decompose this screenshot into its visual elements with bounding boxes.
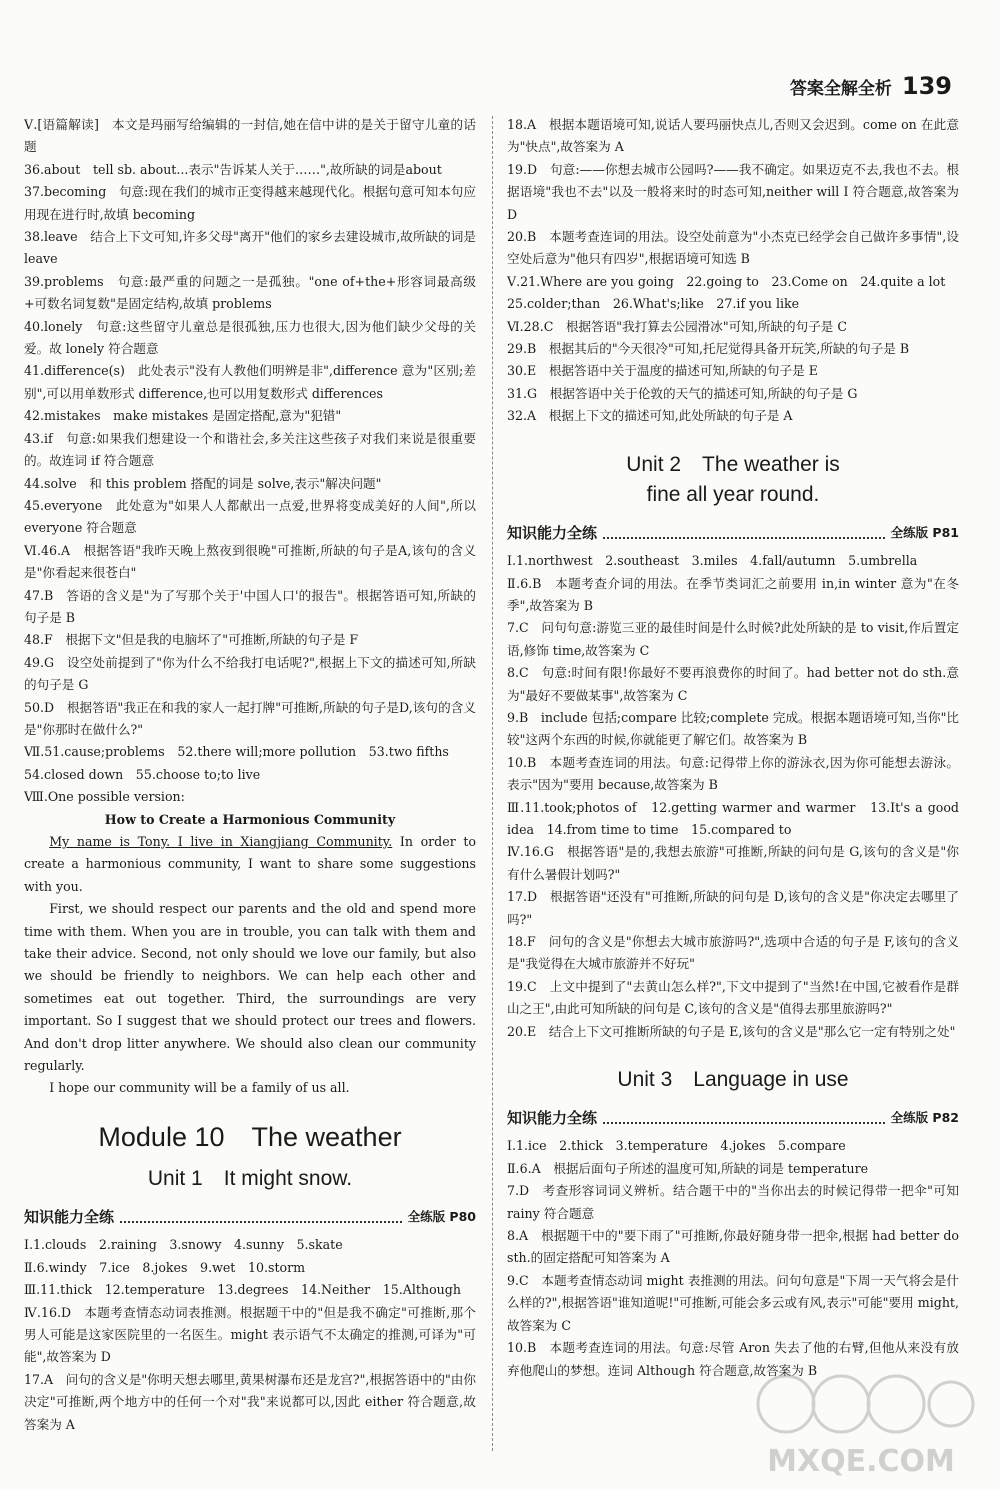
answer-item: 32.A 根据上下文的描述可知,此处所缺的句子是 A [507,408,793,424]
answer-item: Ⅵ.28.C 根据答语"我打算去公园滑冰"可知,所缺的句子是 C [507,318,848,334]
answer-item: 54.closed down 55.choose to;to live [24,766,261,782]
essay-title: How to Create a Harmonious Community [104,811,396,827]
answer-item: 43.if 句意:如果我们想建设一个和谐社会,多关注这些孩子对我们来说是很重要的。故连词 if 符合题意 [24,430,476,469]
section-bar [24,1206,476,1228]
answer-item: 39.problems 句意:最严重的问题之一是孤独。"one of+the+形容词最高级+可数名词复数"是固定结构,故填 problems [24,273,476,312]
answer-item: 37.becoming 句意:现在我们的城市正变得越来越现代化。根据句意可知本句应用现在进行时,故填 becoming [24,184,476,222]
essay-paragraph: First, we should respect our parents and the old and spend more time with them. When you are in trouble, you can talk with them and take their advice. Second, not only should we love our family, but also we should be friendly to neighbors. We can help each other and sometimes eat out together. Third, the surroundings are very important. So I suggest that we should protect our trees and flowers. And don't drop litter anywhere. We should also clean our community regularly. [24,901,476,1074]
answer-item: Ⅱ.6.windy 7.ice 8.jokes 9.wet 10.storm [24,1259,306,1275]
answer-item: Ⅱ.6.A 根据后面句子所述的温度可知,所缺的词是 temperature [507,1160,869,1176]
section-ref: 全练版 P82 [890,1110,959,1126]
answer-item: 18.F 问句的含义是"你想去大城市旅游吗?",选项中合适的句子是 F,该句的含义是"我觉得在大城市旅游并不好玩" [507,934,959,972]
answer-list-right-3 [507,1135,959,1381]
answer-list-right [507,114,959,428]
answer-item: 10.B 本题考查连词的用法。句意:记得带上你的游泳衣,因为你可能想去游泳。表示"因为"要用 because,故答案为 B [507,754,959,793]
answer-item: 25.colder;than 26.What's;like 27.if you like [507,296,800,312]
answer-item: 41.difference(s) 此处表示"没有人教他们明辨是非",difference 意为"区别;差别",可以用单数形式 difference,也可以用复数形式 differences [24,363,476,401]
answer-item: 9.C 本题考查情态动词 might 表推测的用法。问句句意是"下周一天气将会是什么样的?",根据答语"谁知道呢!"可推断,可能会多云或有风,表示"可能"要用 might,故答案为 C [507,1272,959,1333]
answer-item: 19.D 句意:——你想去城市公园吗?——我不确定。如果迈克不去,我也不去。根据语境"我也不去"以及一般将来时的时态可知,neither will I 符合题意,故答案为 D [507,161,959,222]
watermark-text: MXQE.COM [767,1444,955,1479]
answer-item: Ⅵ.46.A 根据答语"我昨天晚上熬夜到很晚"可推断,所缺的句子是A,该句的含义是"你看起来很苍白" [24,542,476,581]
answer-item: Ⅴ.21.Where are you going 22.going to 23.Come on 24.quite a lot [507,273,946,289]
module-title: Module 10 The weather [98,1121,402,1152]
section-bar [507,1107,959,1129]
section-bar [507,522,959,544]
right-column [507,114,959,1382]
section-ref: 全练版 P80 [407,1208,476,1224]
answer-item: Ⅶ.51.cause;problems 52.there will;more pollution 53.two fifths [24,744,449,760]
answer-item: Ⅴ.[语篇解读] 本文是玛丽写给编辑的一封信,她在信中讲的是关于留守儿童的话题 [24,117,476,155]
unit1-title: Unit 1 It might snow. [147,1166,353,1190]
dotted-leader [603,537,885,539]
answer-item: 38.leave 结合上下文可知,许多父母"离开"他们的家乡去建设城市,故所缺的词是 leave [24,229,476,267]
answer-item: 36.about tell sb. about...表示"告诉某人关于……",故所缺的词是about [24,161,442,177]
answer-item: Ⅱ.6.B 本题考查介词的用法。在季节类词汇之前要用 in,in winter 意为"在冬季",故答案为 B [507,575,959,613]
answer-item: 40.lonely 句意:这些留守儿童总是很孤独,压力也很大,因为他们缺少父母的关爱。故 lonely 符合题意 [24,318,476,357]
answer-item: 7.C 问句句意:游览三亚的最佳时间是什么时候?此处所缺的是 to visit,作后置定语,修饰 time,故答案为 C [507,620,959,658]
answer-item: 18.A 根据本题语境可知,说话人要玛丽快点儿,否则又会迟到。come on 在此意为"快点",故答案为 A [507,117,959,155]
answer-item: 20.E 结合上下文可推断所缺的句子是 E,该句的含义是"那么它一定有特别之处" [507,1023,956,1039]
answer-item: 45.everyone 此处意为"如果人人都献出一点爱,世界将变成美好的人间",所以 everyone 符合题意 [24,497,476,536]
answer-item: Ⅳ.16.D 本题考查情态动词表推测。根据题干中的"但是我不确定"可推断,那个男人可能是这家医院里的一名医生。might 表示语气不太确定的推测,可译为"可能",故答案为 D [24,1304,476,1365]
left-column [24,114,476,1436]
answer-item: 9.B include 包括;compare 比较;complete 完成。根据本题语境可知,当你"比较"这两个东西的时候,你就能更了解它们。故答案为 B [507,709,959,748]
unit3-title: Unit 3 Language in use [617,1068,849,1092]
section-label: 知识能力全练 [507,1109,598,1128]
section-label: 知识能力全练 [507,523,598,542]
answer-item: 48.F 根据下文"但是我的电脑坏了"可推断,所缺的句子是 F [24,632,359,648]
section-ref: 全练版 P81 [890,524,959,540]
answer-item: Ⅰ.1.clouds 2.raining 3.snowy 4.sunny 5.skate [24,1237,343,1253]
header-title: 答案全解全析 [789,79,892,99]
answer-item: 44.solve 和 this problem 搭配的词是 solve,表示"解决问题" [24,475,382,491]
essay-paragraph: My name is Tony. I live in Xiangjiang Community. In order to create a harmonious community, I want to share some suggestions with you. [24,834,476,894]
answer-item: 8.A 根据题干中的"要下雨了"可推断,你最好随身带一把伞,根据 had better do sth.的固定搭配可知答案为 A [507,1228,959,1266]
answer-item: 20.B 本题考查连词的用法。设空处前意为"小杰克已经学会自己做许多事情",设空处后意为"他只有四岁",根据语境可知选 B [507,229,959,267]
column-divider [492,116,493,1451]
answer-item: Ⅲ.11.took;photos of 12.getting warmer and warmer 13.It's a good idea 14.from time to time 15.compared to [507,799,959,837]
answer-item: 17.A 问句的含义是"你明天想去哪里,黄果树瀑布还是龙宫?",根据答语中的"由你决定"可推断,两个地方中的任何一个对"我"来说都可以,因此 either 符合题意,故答案为 A [24,1371,476,1432]
answer-item: Ⅳ.16.G 根据答语"是的,我想去旅游"可推断,所缺的问句是 G,该句的含义是"你有什么暑假计划吗?" [507,844,959,882]
answer-item: 8.C 句意:时间有限!你最好不要再浪费你的时间了。had better not do sth.意为"最好不要做某事",故答案为 C [507,665,959,703]
answer-item: Ⅰ.1.ice 2.thick 3.temperature 4.jokes 5.compare [507,1138,846,1154]
section-label: 知识能力全练 [24,1207,115,1226]
answer-item: 49.G 设空处前提到了"你为什么不给我打电话呢?",根据上下文的描述可知,所缺的句子是 G [24,654,476,693]
answer-item: 17.D 根据答语"还没有"可推断,所缺的问句是 D,该句的含义是"你决定去哪里了吗?" [507,889,959,927]
essay-paragraph: I hope our community will be a family of us all. [49,1080,350,1096]
answer-list-left-2 [24,1234,476,1436]
page-number: 139 [901,72,952,100]
answer-item: 31.G 根据答语中关于伦敦的天气的描述可知,所缺的句子是 G [507,385,858,401]
answer-item: 10.B 本题考查连词的用法。句意:尽管 Aron 失去了他的右臂,但他从来没有放弃他爬山的梦想。连词 Although 符合题意,故答案为 B [507,1340,959,1378]
answer-item: 7.D 考查形容词词义辨析。结合题干中的"当你出去的时候记得带一把伞"可知 rainy 符合题意 [507,1183,959,1221]
watermark-logo [746,1359,976,1479]
answer-item: Ⅰ.1.northwest 2.southeast 3.miles 4.fall/autumn 5.umbrella [507,553,918,569]
essay-underlined: My name is Tony. I live in Xiangjiang Community. [49,834,393,849]
answer-item: 42.mistakes make mistakes 是固定搭配,意为"犯错" [24,408,342,424]
answer-item: 19.C 上文中提到了"去黄山怎么样?",下文中提到了"当然!在中国,它被看作是群山之王",由此可知所缺的问句是 C,该句的含义是"值得去那里旅游吗?" [507,978,959,1017]
answer-item: 50.D 根据答语"我正在和我的家人一起打牌"可推断,所缺的句子是D,该句的含义是"你那时在做什么?" [24,699,476,737]
answer-list-right-2 [507,550,959,1043]
answer-item: Ⅷ.One possible version: [24,789,185,805]
answer-item: 29.B 根据其后的"今天很冷"可知,托尼觉得具备开玩笑,所缺的句子是 B [507,341,910,357]
answer-list-left [24,114,476,809]
dotted-leader [120,1221,402,1223]
dotted-leader [603,1122,885,1124]
answer-item: Ⅲ.11.thick 12.temperature 13.degrees 14.Neither 15.Although [24,1282,461,1298]
page-header [790,72,952,100]
answer-item: 30.E 根据答语中关于温度的描述可知,所缺的句子是 E [507,363,818,379]
answer-item: 47.B 答语的含义是"为了写那个关于'中国人口'的报告"。根据答语可知,所缺的句子是 B [24,587,476,625]
unit2-title: Unit 2 The weather is fine all year round. [626,452,840,506]
